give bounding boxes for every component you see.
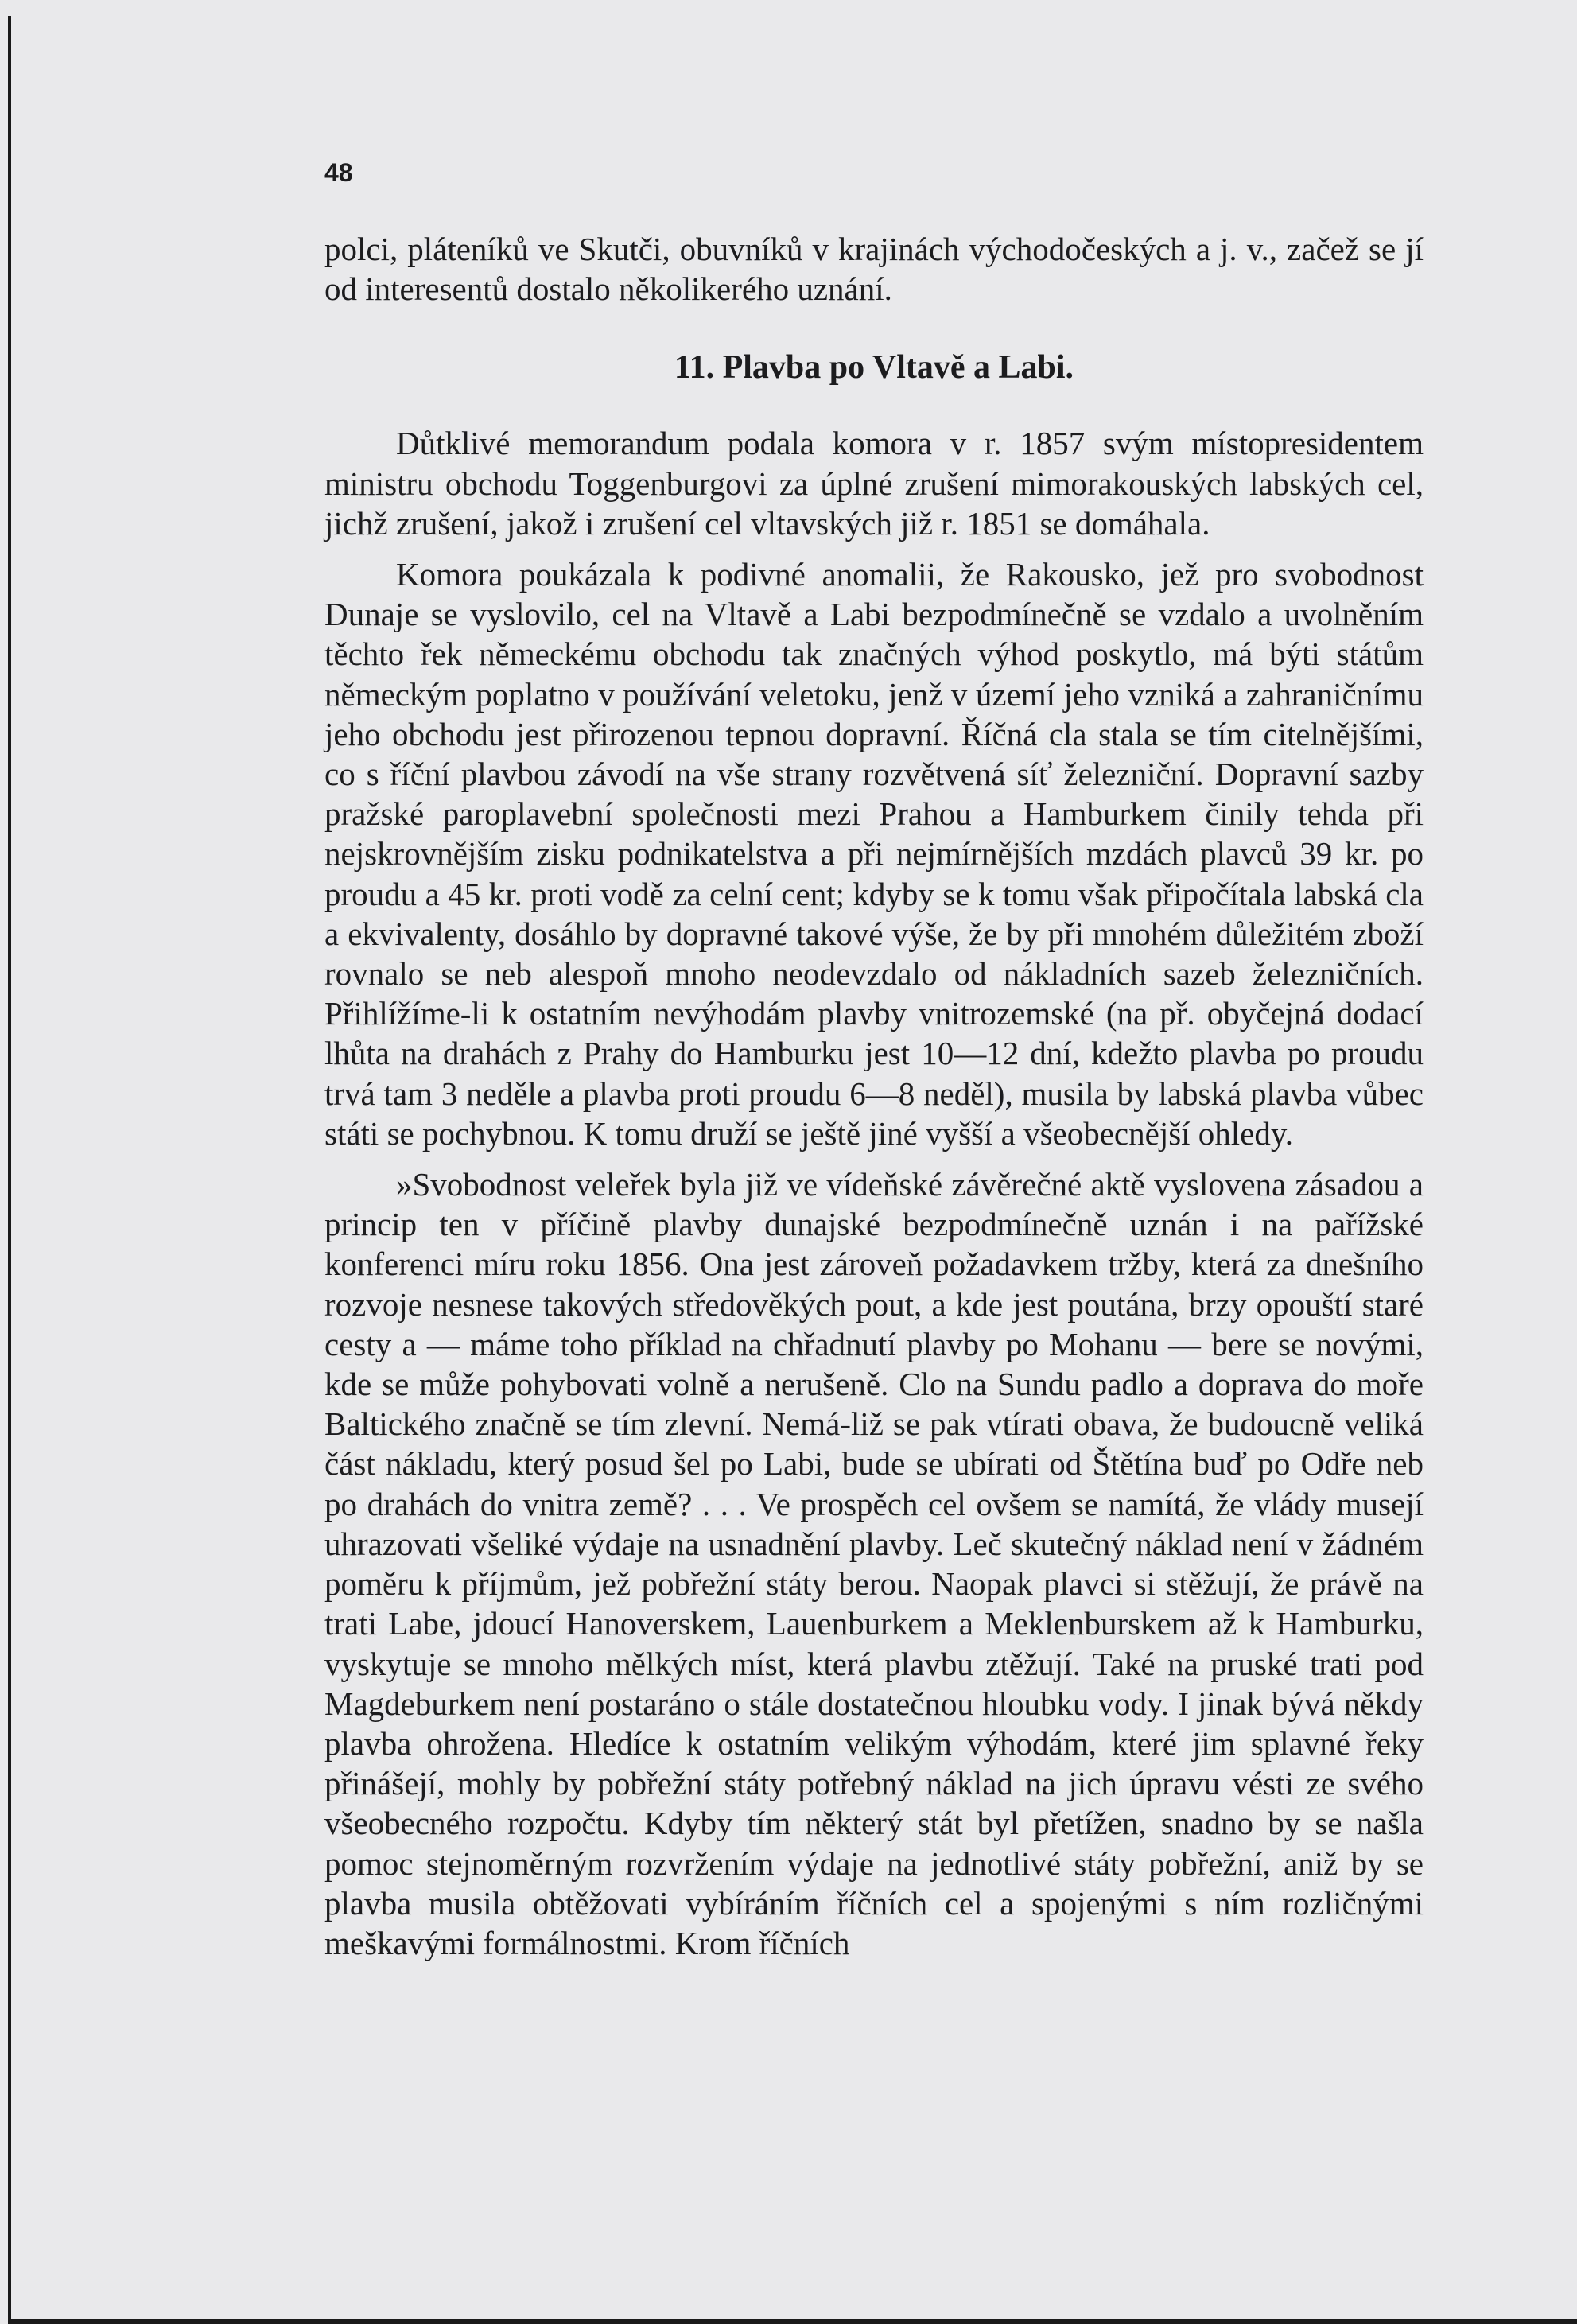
section-heading: 11. Plavba po Vltavě a Labi. (674, 349, 1074, 387)
scan-left-border (8, 16, 11, 2322)
page-body (324, 229, 1424, 1963)
body-paragraph-1: Důtklivé memorandum podala komora v r. 1857 svým místopresidentem ministru obchodu Toggenburgovi za úplné zrušení mimorakouských labských cel, jichž zrušení, jakož i zrušení cel vltavských již r. 1851 se domáhala. (324, 425, 1424, 542)
intro-paragraph: polci, pláteníků ve Skutči, obuvníků v krajinách východočeských a j. v., začež se jí od interesentů dostalo několikerého uznání. (324, 231, 1424, 308)
page-number: 48 (324, 158, 353, 187)
body-paragraph-2: Komora poukázala k podivné anomalii, že Rakousko, jež pro svobodnost Dunaje se vyslovilo, cel na Vltavě a Labi bezpodmínečně se vzdalo a uvolněním těchto řek německému obchodu tak značných výhod poskytlo, má býti státům německým poplatno v používání veletoku, jenž v území jeho vzniká a zahraničnímu jeho obchodu jest přirozenou tepnou dopravní. Říčná cla stala se tím citelnějšími, co s říční plavbou závodí na vše strany rozvětvená síť železniční. Dopravní sazby pražské paroplavební společnosti mezi Prahou a Hamburkem činily tehda při nejskrovnějším zisku podnikatelstva a při nejmírnějších mzdách plavců 39 kr. po proudu a 45 kr. proti vodě za celní cent; kdyby se k tomu však připočítala labská cla a ekvivalenty, dosáhlo by dopravné takové výše, že by při mnohém důležitém zboží rovnalo se neb alespoň mnoho neodevzdalo od nákladních sazeb železničních. Přihlížíme-li k ostatním nevýhodám plavby vnitrozemské (na př. obyčejná dodací lhůta na drahách z Prahy do Hamburku jest 10—12 dní, kdežto plavba po proudu trvá tam 3 neděle a plavba proti proudu 6—8 neděl), musila by labská plavba vůbec státi se pochybnou. K tomu druží se ještě jiné vyšší a všeobecnější ohledy. (324, 556, 1424, 1152)
body-paragraph-3: »Svobodnost veleřek byla již ve vídeňské závěrečné aktě vyslovena zásadou a princip ten v příčině plavby dunajské bezpodmínečně uznán i na pařížské konferenci míru roku 1856. Ona jest zároveň požadavkem tržby, která za dnešního rozvoje nesnese takových středověkých pout, a kde jest poutána, brzy opouští staré cesty a — máme toho příklad na chřadnutí plavby po Mohanu — bere se novými, kde se může pohybovati volně a nerušeně. Clo na Sundu padlo a doprava do moře Baltického značně se tím zlevní. Nemá-liž se pak vtírati obava, že budoucně veliká část nákladu, který posud šel po Labi, bude se ubírati od Štětína buď po Odře neb po drahách do vnitra země? . . . Ve prospěch cel ovšem se namítá, že vlády musejí uhrazovati všeliké výdaje na usnadnění plavby. Leč skutečný náklad není v žádném poměru k příjmům, jež pobřežní státy berou. Naopak plavci si stěžují, že právě na trati Labe, jdoucí Hanoverskem, Lauenburkem a Meklenburskem až k Hamburku, vyskytuje se mnoho mělkých míst, která plavbu ztěžují. Také na pruské trati pod Magdeburkem není postaráno o stále dostatečnou hloubku vody. I jinak bývá někdy plavba ohrožena. Hledíce k ostatním velikým výhodám, které jim splavné řeky přinášejí, mohly by pobřežní státy potřebný náklad na jich úpravu vésti ze svého všeobecného rozpočtu. Kdyby tím některý stát byl přetížen, snadno by se našla pomoc stejnoměrným rozvržením výdaje na jednotlivé státy pobřežní, aniž by se plavba musila obtěžovati vybíráním říčních cel a spojenými s ním rozličnými meškavými formálnostmi. Krom říčních (324, 1166, 1424, 1961)
scan-bottom-border (8, 2319, 1577, 2324)
